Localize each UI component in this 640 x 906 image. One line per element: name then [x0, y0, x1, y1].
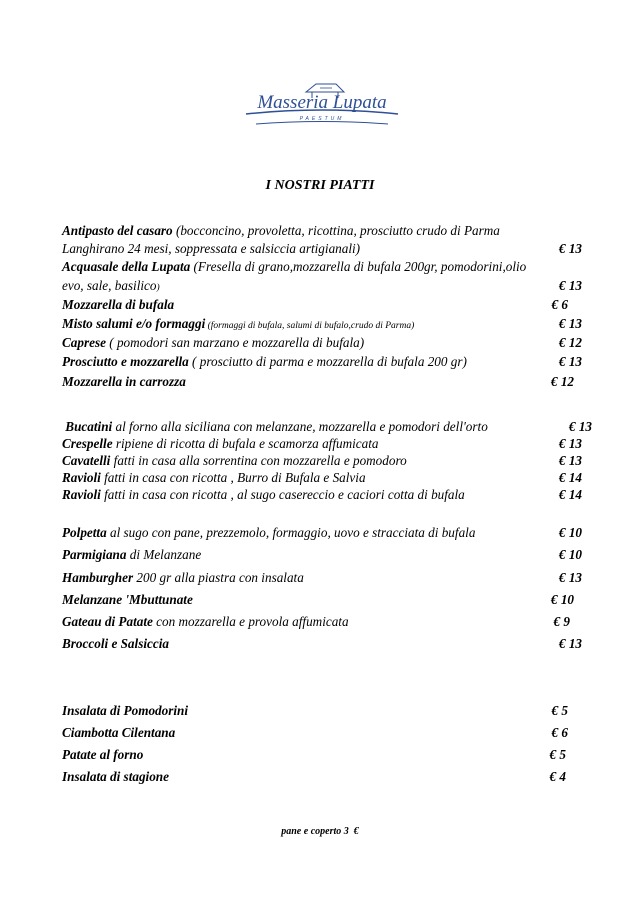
dish-price: € 9 — [553, 614, 570, 629]
dish-price: € 13 — [558, 278, 582, 293]
dish-name: Prosciutto e mozzarella — [62, 354, 189, 369]
logo-name: Masseria Lupata — [257, 92, 387, 113]
dish-desc: con mozzarella e provola affumicata — [152, 614, 349, 629]
dish-name: Gateau di Patate — [62, 614, 153, 629]
menu-item — [62, 435, 582, 453]
dish-desc: al sugo con pane, prezzemolo, formaggio, uovo e stracciata di bufala — [106, 525, 476, 540]
dish-name: Crespelle — [62, 436, 113, 451]
dish-price: € 4 — [549, 769, 566, 784]
dish-name: Cavatelli — [62, 453, 111, 468]
dish-name: Insalata di Pomodorini — [62, 703, 189, 718]
dish-desc-cont: evo, sale, basilico — [62, 278, 157, 293]
dish-desc-cont: Langhirano 24 mesi, soppressata e salsiccia artigianali) — [62, 241, 361, 256]
menu-item — [62, 613, 582, 631]
menu-item — [62, 222, 582, 240]
dish-price: € 13 — [558, 316, 582, 331]
dish-name: Broccoli e Salsiccia — [62, 636, 169, 651]
dish-name: Acquasale della Lupata — [62, 259, 191, 274]
menu-item — [62, 296, 582, 314]
dish-desc: fatti in casa alla sorrentina con mozzarella e pomodoro — [110, 453, 407, 468]
dish-name: Patate al forno — [62, 747, 144, 762]
dish-price: € 5 — [549, 747, 566, 762]
dish-name: Parmigiana — [62, 547, 127, 562]
menu-item-cont — [62, 240, 582, 258]
logo-subtitle: PAESTUM — [299, 116, 345, 122]
dish-desc: ( pomodori san marzano e mozzarella di bufala) — [105, 335, 365, 350]
dish-desc: fatti in casa con ricotta , al sugo casereccio e caciori cotta di bufala — [100, 487, 465, 502]
menu-item — [62, 469, 582, 487]
dish-price: € 12 — [558, 335, 582, 350]
masseria-lupata-logo — [236, 78, 408, 128]
menu-item — [62, 452, 582, 470]
dish-price: € 10 — [558, 547, 582, 562]
dish-desc: fatti in casa con ricotta , Burro di Bufala e Salvia — [100, 470, 366, 485]
dish-price: € 13 — [568, 419, 592, 434]
menu-item — [62, 591, 582, 609]
dish-name: Caprese — [62, 335, 106, 350]
dish-name: Misto salumi e/o formaggi — [62, 316, 206, 331]
dish-name: Ravioli — [62, 487, 101, 502]
menu-item — [62, 724, 582, 742]
dish-name: Ciambotta Cilentana — [62, 725, 176, 740]
menu-item — [62, 315, 582, 335]
dish-desc: di Melanzane — [126, 547, 202, 562]
menu-item — [62, 334, 582, 352]
dish-price: € 13 — [558, 453, 582, 468]
menu-item — [62, 353, 582, 371]
cover-charge-note: pane e coperto 3 € — [281, 826, 359, 837]
dish-desc: (formaggi di bufala, salumi di bufalo,crudo di Parma) — [205, 321, 415, 331]
menu-item — [62, 373, 582, 391]
menu-item — [62, 258, 582, 276]
menu-item — [62, 768, 582, 786]
menu-item — [62, 546, 582, 564]
dish-name: Mozzarella in carrozza — [62, 374, 186, 389]
menu-item-cont: evo, sale, basilico) € 13 — [62, 278, 582, 293]
dish-price: € 14 — [558, 470, 582, 485]
dish-desc: 200 gr alla piastra con insalata — [133, 570, 304, 585]
menu-title: I NOSTRI PIATTI — [265, 178, 375, 193]
menu-item — [62, 746, 582, 764]
dish-price: € 6 — [551, 297, 568, 312]
dish-name: Insalata di stagione — [62, 769, 169, 784]
dish-name: Antipasto del casaro — [62, 223, 173, 238]
dish-price: € 13 — [558, 354, 582, 369]
dish-name: Melanzane 'Mbuttunate — [62, 592, 193, 607]
dish-name: Ravioli — [62, 470, 101, 485]
dish-desc: (Fresella di grano,mozzarella di bufala 200gr, pomodorini,olio — [190, 259, 527, 274]
dish-price: € 13 — [558, 436, 582, 451]
dish-price: € 5 — [551, 703, 568, 718]
dish-name: Bucatini — [62, 419, 113, 434]
dish-desc: ( prosciutto di parma e mozzarella di bufala 200 gr) — [188, 354, 467, 369]
dish-price: € 12 — [550, 374, 574, 389]
menu-item — [62, 524, 582, 542]
dish-price: € 13 — [558, 636, 582, 651]
menu-item — [62, 418, 592, 436]
dish-desc: ripiene di ricotta di bufala e scamorza affumicata — [112, 436, 379, 451]
dish-price: € 6 — [551, 725, 568, 740]
dish-name: Polpetta — [62, 525, 107, 540]
dish-price: € 10 — [558, 525, 582, 540]
dish-price: € 10 — [550, 592, 574, 607]
dish-name: Mozzarella di bufala — [62, 297, 175, 312]
menu-item — [62, 635, 582, 653]
dish-desc: al forno alla siciliana con melanzane, mozzarella e pomodori dell'orto — [112, 419, 488, 434]
menu-item — [62, 486, 582, 504]
menu-item — [62, 702, 582, 720]
dish-price: € 13 — [558, 241, 582, 256]
menu-item — [62, 569, 582, 587]
dish-name: Hamburgher — [62, 570, 134, 585]
dish-price: € 13 — [558, 570, 582, 585]
dish-price: € 14 — [558, 487, 582, 502]
dish-desc: (bocconcino, provoletta, ricottina, prosciutto crudo di Parma — [172, 223, 500, 238]
